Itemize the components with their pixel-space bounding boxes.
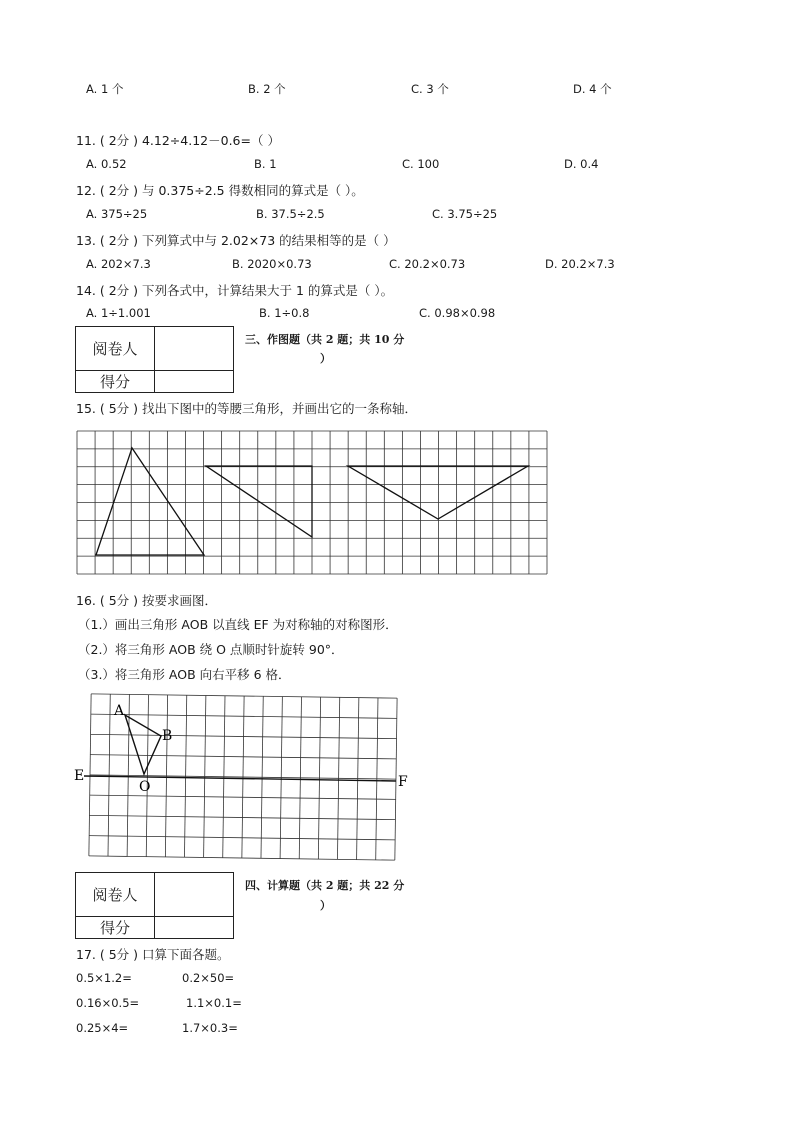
section4-title: 四、计算题（共 2 题；共 22 分 xyxy=(245,879,405,892)
q14-stem: 14. ( 2分 ) 下列各式中，计算结果大于 1 的算式是（ ）。 xyxy=(76,283,394,298)
triangle-aob[interactable] xyxy=(125,715,161,774)
q17-r3-c2: 1.7×0.3= xyxy=(182,1021,238,1035)
q10-option-c: C. 3 个 xyxy=(411,82,449,96)
triangle-1[interactable] xyxy=(96,448,204,555)
q12-option-a: A. 375÷25 xyxy=(86,207,148,221)
q12-option-c: C. 3.75÷25 xyxy=(432,207,498,221)
q13-stem: 13. ( 2分 ) 下列算式中与 2.02×73 的结果相等的是（ ） xyxy=(76,233,396,248)
q17-r1-c2: 0.2×50= xyxy=(182,971,235,985)
q17-stem: 17. ( 5分 ) 口算下面各题。 xyxy=(76,947,230,962)
q16-item-1: （1.）画出三角形 AOB 以直线 EF 为对称轴的对称图形． xyxy=(78,617,398,632)
q10-option-b: B. 2 个 xyxy=(248,82,286,96)
q16-stem: 16. ( 5分 ) 按要求画图． xyxy=(76,593,217,608)
q17-r2-c2: 1.1×0.1= xyxy=(186,996,242,1010)
reviewer-cell[interactable] xyxy=(155,873,234,917)
score-label: 得分 xyxy=(76,371,155,393)
section4-close: ） xyxy=(320,899,331,912)
q16-grid-figure[interactable] xyxy=(74,690,410,862)
q14-option-c: C. 0.98×0.98 xyxy=(419,306,496,320)
q14-option-a: A. 1÷1.001 xyxy=(86,306,151,320)
label-f: F xyxy=(398,774,408,790)
label-o: O xyxy=(139,779,151,795)
q10-option-a: A. 1 个 xyxy=(86,82,124,96)
score-label: 得分 xyxy=(76,917,155,939)
q13-option-a: A. 202×7.3 xyxy=(86,257,151,271)
reviewer-label: 阅卷人 xyxy=(76,873,155,917)
q12-option-b: B. 37.5÷2.5 xyxy=(256,207,325,221)
triangle-3[interactable] xyxy=(348,466,528,519)
q14-option-b: B. 1÷0.8 xyxy=(259,306,310,320)
label-a: A xyxy=(114,703,125,719)
q13-option-d: D. 20.2×7.3 xyxy=(545,257,615,271)
label-e: E xyxy=(74,768,85,784)
label-b: B xyxy=(162,728,173,744)
q17-r3-c1: 0.25×4= xyxy=(76,1021,129,1035)
section3-title: 三、作图题（共 2 题；共 10 分 xyxy=(245,333,405,346)
q17-r2-c1: 0.16×0.5= xyxy=(76,996,140,1010)
q11-stem: 11. ( 2分 ) 4.12÷4.12－0.6=（ ） xyxy=(76,133,280,148)
q11-option-a: A. 0.52 xyxy=(86,157,127,171)
q12-stem: 12. ( 2分 ) 与 0.375÷2.5 得数相同的算式是（ ）。 xyxy=(76,183,364,198)
score-cell[interactable] xyxy=(155,371,234,393)
score-box-section3 xyxy=(75,326,234,393)
reviewer-label: 阅卷人 xyxy=(76,327,155,371)
score-cell[interactable] xyxy=(155,917,234,939)
q16-item-3: （3.）将三角形 AOB 向右平移 6 格． xyxy=(78,667,291,682)
q13-option-c: C. 20.2×0.73 xyxy=(389,257,466,271)
q15-grid-figure[interactable] xyxy=(76,430,548,575)
q11-option-d: D. 0.4 xyxy=(564,157,599,171)
q13-option-b: B. 2020×0.73 xyxy=(232,257,312,271)
q17-r1-c1: 0.5×1.2= xyxy=(76,971,132,985)
q16-item-2: （2.）将三角形 AOB 绕 O 点顺时针旋转 90°． xyxy=(78,642,344,657)
q11-option-c: C. 100 xyxy=(402,157,440,171)
q15-stem: 15. ( 5分 ) 找出下图中的等腰三角形，并画出它的一条称轴． xyxy=(76,401,417,416)
score-box-section4 xyxy=(75,872,234,939)
reviewer-cell[interactable] xyxy=(155,327,234,371)
section3-close: ） xyxy=(320,352,331,365)
q10-option-d: D. 4 个 xyxy=(573,82,612,96)
q11-option-b: B. 1 xyxy=(254,157,277,171)
